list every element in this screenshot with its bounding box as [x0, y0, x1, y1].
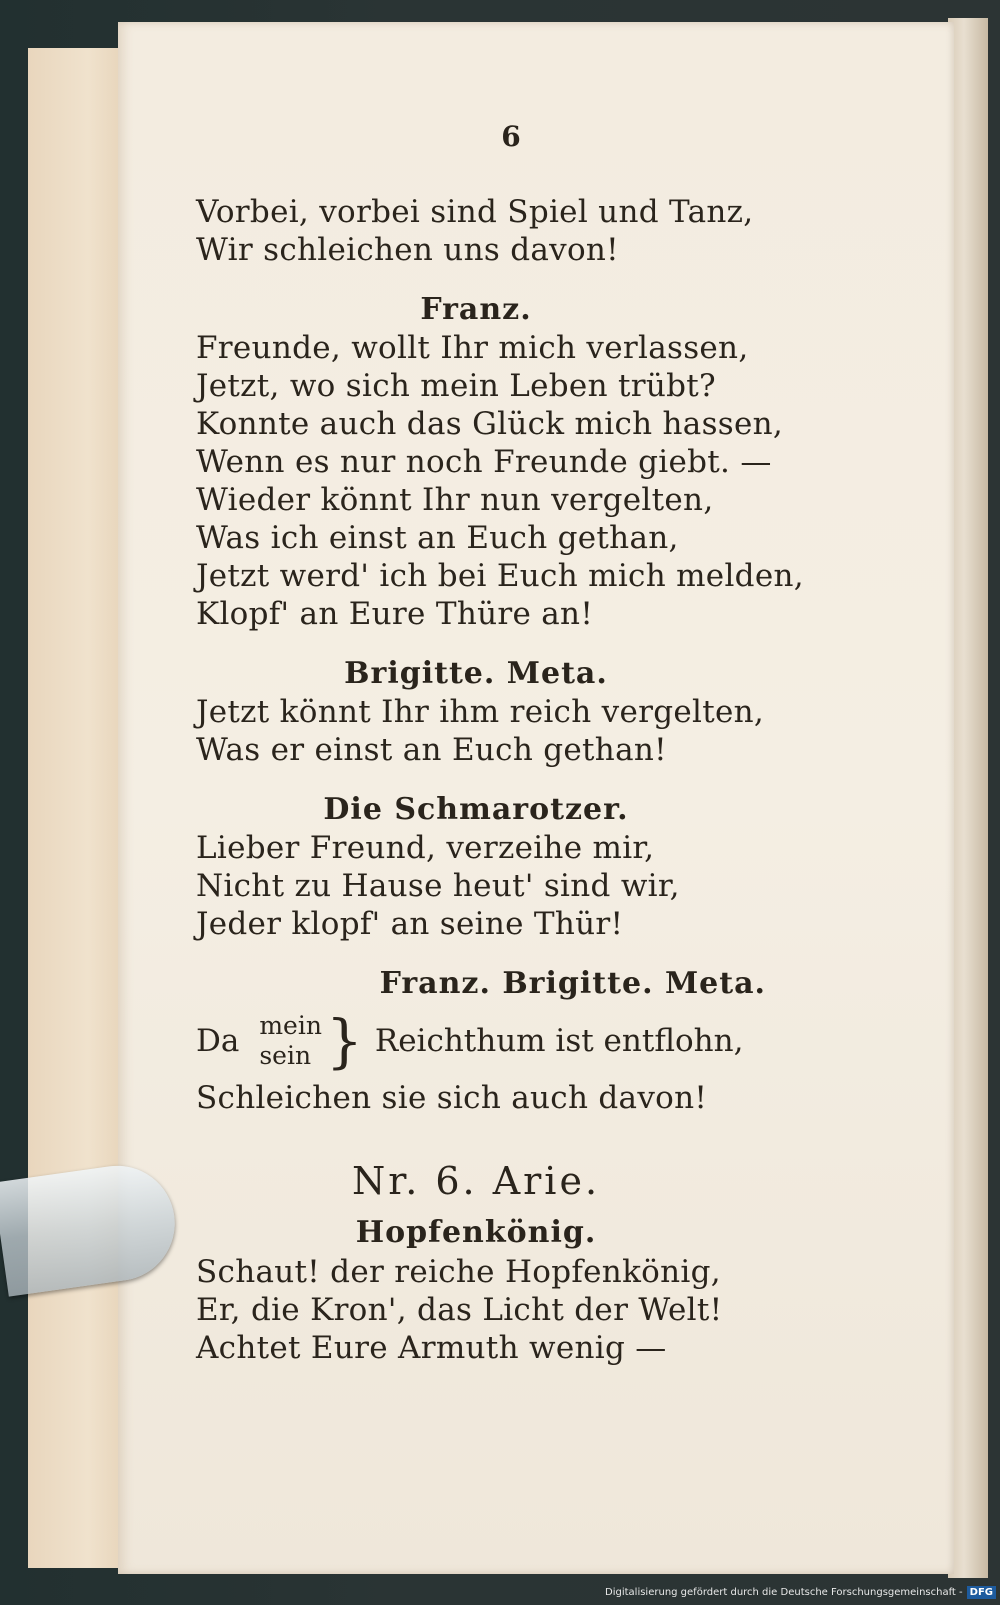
- verse-line: Jetzt, wo sich mein Leben trübt?: [196, 368, 716, 404]
- verse-line: Wenn es nur noch Freunde giebt. —: [196, 444, 772, 480]
- next-page-edge: [948, 18, 988, 1578]
- verse-line: Achtet Eure Armuth wenig —: [196, 1330, 667, 1366]
- speaker-schmarotzer: Die Schmarotzer.: [323, 792, 629, 827]
- verse-line: Wieder könnt Ihr nun vergelten,: [196, 482, 714, 518]
- verse-line: Er, die Kron', das Licht der Welt!: [196, 1292, 723, 1328]
- dfg-logo: DFG: [967, 1586, 996, 1599]
- curly-brace-glyph: }: [325, 1007, 363, 1075]
- brace-lead-word: Da: [196, 1023, 240, 1059]
- verse-line: Lieber Freund, verzeihe mir,: [196, 830, 655, 866]
- brace-option-bottom: sein: [259, 1041, 312, 1070]
- verse-line: Wir schleichen uns davon!: [196, 232, 619, 268]
- speaker-hopfenkoenig: Hopfenkönig.: [355, 1215, 597, 1250]
- brace-option-top: mein: [259, 1011, 322, 1040]
- verse-line: Jeder klopf' an seine Thür!: [196, 906, 624, 942]
- page-text: [196, 120, 804, 1367]
- schmarotzer-lines: [196, 829, 756, 943]
- credit-text: Digitalisierung gefördert durch die Deutsche Forschungsgemeinschaft -: [605, 1586, 963, 1598]
- brace-options: [259, 1011, 322, 1071]
- speaker-brigitte-meta: Brigitte. Meta.: [344, 656, 608, 691]
- verse-line: Jetzt könnt Ihr ihm reich vergelten,: [196, 694, 765, 730]
- page-number: 6: [501, 120, 521, 153]
- verse-line: Schleichen sie sich auch davon!: [196, 1080, 708, 1116]
- verse-line: Schaut! der reiche Hopfenkönig,: [196, 1254, 721, 1290]
- page-stack-edge: [28, 48, 129, 1568]
- verse-line: Nicht zu Hause heut' sind wir,: [196, 868, 680, 904]
- verse-line: Vorbei, vorbei sind Spiel und Tanz,: [196, 194, 754, 230]
- hopfen-lines: [196, 1253, 756, 1367]
- opening-lines: [196, 193, 756, 269]
- brigitte-lines: [196, 693, 765, 769]
- verse-line: Was ich einst an Euch gethan,: [196, 520, 679, 556]
- digitization-credit: [576, 1579, 996, 1605]
- verse-line: Klopf' an Eure Thüre an!: [196, 596, 594, 632]
- verse-line: Freunde, wollt Ihr mich verlassen,: [196, 330, 749, 366]
- verse-line: Jetzt werd' ich bei Euch mich melden,: [196, 558, 804, 594]
- brace-verse-line: [196, 1003, 756, 1079]
- verse-line: Was er einst an Euch gethan!: [196, 732, 667, 768]
- verse-line: Konnte auch das Glück mich hassen,: [196, 406, 784, 442]
- number-heading: Nr. 6. Arie.: [351, 1159, 601, 1203]
- franz-lines: [196, 329, 804, 633]
- speaker-ensemble: Franz. Brigitte. Meta.: [379, 966, 766, 1001]
- speaker-franz: Franz.: [420, 292, 532, 327]
- brace-rest: Reichthum ist entflohn,: [374, 1023, 744, 1059]
